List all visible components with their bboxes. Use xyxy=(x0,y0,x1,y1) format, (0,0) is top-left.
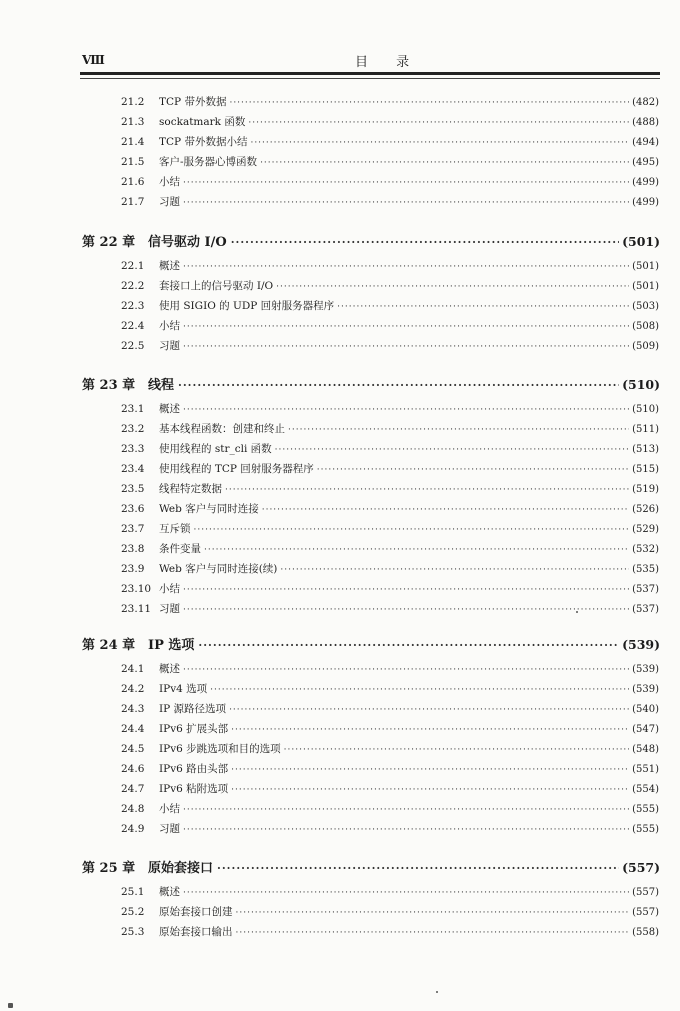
chapter-number: 第 22 章 xyxy=(82,235,136,250)
page-reference: (548) xyxy=(632,744,659,755)
page-reference: (510) xyxy=(632,404,659,415)
section-number: 23.10 xyxy=(121,583,152,595)
dot-leader xyxy=(231,785,629,795)
toc-section-entry xyxy=(121,741,659,757)
dot-leader xyxy=(262,505,629,515)
section-title: IPv6 粘附选项 xyxy=(159,783,229,795)
toc-section-entry xyxy=(121,461,659,477)
page-reference: (558) xyxy=(632,927,659,938)
dot-leader xyxy=(231,236,619,249)
section-number: 25.2 xyxy=(121,906,145,918)
section-number: 21.5 xyxy=(121,156,145,168)
section-title: 线程特定数据 xyxy=(159,483,222,495)
toc-section-entry xyxy=(121,174,659,190)
toc-section-entry xyxy=(121,761,659,777)
page-reference: (557) xyxy=(622,860,660,875)
dot-leader xyxy=(183,405,629,415)
section-title: 原始套接口创建 xyxy=(159,906,233,918)
page-number-roman: Ⅷ xyxy=(82,53,104,67)
toc-section-entry xyxy=(121,884,659,900)
section-number: 23.1 xyxy=(121,403,145,415)
section-number: 23.8 xyxy=(121,543,145,555)
chapter-title: 线程 xyxy=(148,378,175,393)
page-reference: (519) xyxy=(632,484,659,495)
dot-leader xyxy=(210,685,629,695)
dot-leader xyxy=(183,805,629,815)
section-title: 小结 xyxy=(159,176,180,188)
dot-leader xyxy=(194,525,630,535)
toc-section-entry xyxy=(121,821,659,837)
toc-section-entry xyxy=(121,481,659,497)
section-number: 24.1 xyxy=(121,663,145,675)
toc-section-entry xyxy=(121,441,659,457)
header-rule-thick xyxy=(80,72,660,75)
toc-chapter-entry xyxy=(82,374,660,394)
dot-leader xyxy=(236,908,630,918)
section-title: 概述 xyxy=(159,403,180,415)
scan-speck xyxy=(576,611,578,613)
dot-leader xyxy=(284,745,629,755)
page-reference: (501) xyxy=(632,281,659,292)
section-title: 互斥锁 xyxy=(159,523,191,535)
dot-leader xyxy=(183,888,629,898)
page-reference: (501) xyxy=(622,234,660,249)
toc-chapter-entry xyxy=(82,634,660,654)
section-title: 概述 xyxy=(159,663,180,675)
section-number: 24.4 xyxy=(121,723,145,735)
section-title: 习题 xyxy=(159,196,180,208)
toc-section-entry xyxy=(121,194,659,210)
section-title: 概述 xyxy=(159,260,180,272)
section-title: Web 客户与同时连接(续) xyxy=(159,563,278,575)
toc-section-entry xyxy=(121,701,659,717)
toc-section-entry xyxy=(121,904,659,920)
dot-leader xyxy=(183,198,629,208)
section-title: TCP 带外数据 xyxy=(159,96,227,108)
page-reference: (513) xyxy=(632,444,659,455)
toc-section-entry xyxy=(121,154,659,170)
dot-leader xyxy=(231,765,629,775)
toc-chapter-entry xyxy=(82,857,660,877)
dot-leader xyxy=(183,342,629,352)
toc-section-entry xyxy=(121,721,659,737)
toc-section-entry xyxy=(121,401,659,417)
section-number: 21.6 xyxy=(121,176,145,188)
section-number: 24.3 xyxy=(121,703,145,715)
section-number: 22.5 xyxy=(121,340,145,352)
section-number: 23.6 xyxy=(121,503,145,515)
section-number: 23.4 xyxy=(121,463,145,475)
dot-leader xyxy=(288,425,629,435)
page-reference: (555) xyxy=(632,804,659,815)
page-reference: (508) xyxy=(632,321,659,332)
page-reference: (509) xyxy=(632,341,659,352)
page-reference: (557) xyxy=(632,907,659,918)
page-reference: (547) xyxy=(632,724,659,735)
section-number: 23.11 xyxy=(121,603,152,615)
dot-leader xyxy=(225,485,629,495)
dot-leader xyxy=(317,465,629,475)
dot-leader xyxy=(231,725,629,735)
section-number: 24.9 xyxy=(121,823,145,835)
section-number: 22.2 xyxy=(121,280,145,292)
toc-section-entry xyxy=(121,581,659,597)
dot-leader xyxy=(204,545,629,555)
page-reference: (540) xyxy=(632,704,659,715)
page-reference: (539) xyxy=(622,637,660,652)
section-title: 习题 xyxy=(159,603,180,615)
toc-section-entry xyxy=(121,114,659,130)
header-rule-thin xyxy=(80,78,660,79)
section-title: 使用 SIGIO 的 UDP 回射服务器程序 xyxy=(159,300,335,312)
section-number: 21.4 xyxy=(121,136,145,148)
dot-leader xyxy=(183,605,629,615)
section-title: 习题 xyxy=(159,340,180,352)
dot-leader xyxy=(337,302,629,312)
toc-section-entry xyxy=(121,318,659,334)
page-reference: (551) xyxy=(632,764,659,775)
chapter-title: 信号驱动 I/O xyxy=(148,235,227,250)
dot-leader xyxy=(250,138,629,148)
section-title: 使用线程的 TCP 回射服务器程序 xyxy=(159,463,314,475)
section-number: 21.7 xyxy=(121,196,145,208)
page-reference: (499) xyxy=(632,197,659,208)
chapter-number: 第 25 章 xyxy=(82,861,136,876)
toc-section-entry xyxy=(121,561,659,577)
page-reference: (515) xyxy=(632,464,659,475)
toc-section-entry xyxy=(121,661,659,677)
section-number: 23.3 xyxy=(121,443,145,455)
page-reference: (501) xyxy=(632,261,659,272)
dot-leader xyxy=(183,665,629,675)
toc-section-entry xyxy=(121,924,659,940)
page-reference: (535) xyxy=(632,564,659,575)
dot-leader xyxy=(183,322,629,332)
page-reference: (495) xyxy=(632,157,659,168)
dot-leader xyxy=(198,639,619,652)
section-number: 21.3 xyxy=(121,116,145,128)
section-title: IPv6 步跳选项和目的选项 xyxy=(159,743,281,755)
section-title: 小结 xyxy=(159,583,180,595)
section-title: 概述 xyxy=(159,886,180,898)
section-number: 24.2 xyxy=(121,683,145,695)
page-reference: (539) xyxy=(632,684,659,695)
chapter-number: 第 23 章 xyxy=(82,378,136,393)
section-number: 23.5 xyxy=(121,483,145,495)
section-number: 24.8 xyxy=(121,803,145,815)
toc-section-entry xyxy=(121,801,659,817)
section-title: 习题 xyxy=(159,823,180,835)
dot-leader xyxy=(248,118,629,128)
section-number: 25.1 xyxy=(121,886,145,898)
toc-section-entry xyxy=(121,601,659,617)
section-title: 套接口上的信号驱动 I/O xyxy=(159,280,274,292)
page-reference: (537) xyxy=(632,584,659,595)
dot-leader xyxy=(229,98,629,108)
page-reference: (488) xyxy=(632,117,659,128)
section-title: sockatmark 函数 xyxy=(159,116,246,128)
section-title: 小结 xyxy=(159,320,180,332)
page-reference: (537) xyxy=(632,604,659,615)
section-number: 22.4 xyxy=(121,320,145,332)
section-number: 21.2 xyxy=(121,96,145,108)
dot-leader xyxy=(183,825,629,835)
section-title: Web 客户与同时连接 xyxy=(159,503,259,515)
dot-leader xyxy=(217,862,619,875)
page-reference: (510) xyxy=(622,377,660,392)
dot-leader xyxy=(229,705,629,715)
page-reference: (494) xyxy=(632,137,659,148)
page-reference: (499) xyxy=(632,177,659,188)
toc-section-entry xyxy=(121,421,659,437)
toc-section-entry xyxy=(121,298,659,314)
page-reference: (555) xyxy=(632,824,659,835)
toc-section-entry xyxy=(121,541,659,557)
chapter-title: 原始套接口 xyxy=(148,861,214,876)
section-title: 使用线程的 str_cli 函数 xyxy=(159,443,272,455)
page-reference: (482) xyxy=(632,97,659,108)
section-title: IPv4 选项 xyxy=(159,683,208,695)
section-title: 小结 xyxy=(159,803,180,815)
chapter-title: IP 选项 xyxy=(148,638,195,653)
section-title: 基本线程函数：创建和终止 xyxy=(159,423,285,435)
page-reference: (503) xyxy=(632,301,659,312)
page-reference: (511) xyxy=(632,424,659,435)
scan-speck xyxy=(8,1003,13,1008)
scan-speck xyxy=(436,991,438,993)
section-title: TCP 带外数据小结 xyxy=(159,136,248,148)
section-title: 原始套接口输出 xyxy=(159,926,233,938)
page-title: 目 录 xyxy=(355,55,422,70)
section-number: 24.5 xyxy=(121,743,145,755)
dot-leader xyxy=(280,565,629,575)
toc-section-entry xyxy=(121,338,659,354)
section-number: 23.2 xyxy=(121,423,145,435)
section-number: 25.3 xyxy=(121,926,145,938)
page-reference: (554) xyxy=(632,784,659,795)
toc-section-entry xyxy=(121,501,659,517)
section-number: 23.9 xyxy=(121,563,145,575)
section-title: 客户-服务器心博函数 xyxy=(159,156,258,168)
section-number: 24.6 xyxy=(121,763,145,775)
page-reference: (539) xyxy=(632,664,659,675)
page-reference: (526) xyxy=(632,504,659,515)
dot-leader xyxy=(260,158,629,168)
page-reference: (529) xyxy=(632,524,659,535)
toc-section-entry xyxy=(121,278,659,294)
section-number: 24.7 xyxy=(121,783,145,795)
dot-leader xyxy=(178,379,619,392)
toc-section-entry xyxy=(121,521,659,537)
page-reference: (532) xyxy=(632,544,659,555)
chapter-number: 第 24 章 xyxy=(82,638,136,653)
dot-leader xyxy=(275,445,629,455)
section-title: 条件变量 xyxy=(159,543,201,555)
dot-leader xyxy=(183,262,629,272)
dot-leader xyxy=(236,928,630,938)
section-title: IPv6 扩展头部 xyxy=(159,723,229,735)
section-number: 22.1 xyxy=(121,260,145,272)
toc-section-entry xyxy=(121,258,659,274)
dot-leader xyxy=(276,282,629,292)
dot-leader xyxy=(183,178,629,188)
toc-section-entry xyxy=(121,781,659,797)
section-number: 23.7 xyxy=(121,523,145,535)
section-number: 22.3 xyxy=(121,300,145,312)
section-title: IP 源路径选项 xyxy=(159,703,227,715)
toc-chapter-entry xyxy=(82,231,660,251)
section-title: IPv6 路由头部 xyxy=(159,763,229,775)
toc-section-entry xyxy=(121,681,659,697)
page-reference: (557) xyxy=(632,887,659,898)
toc-section-entry xyxy=(121,94,659,110)
dot-leader xyxy=(183,585,629,595)
toc-section-entry xyxy=(121,134,659,150)
